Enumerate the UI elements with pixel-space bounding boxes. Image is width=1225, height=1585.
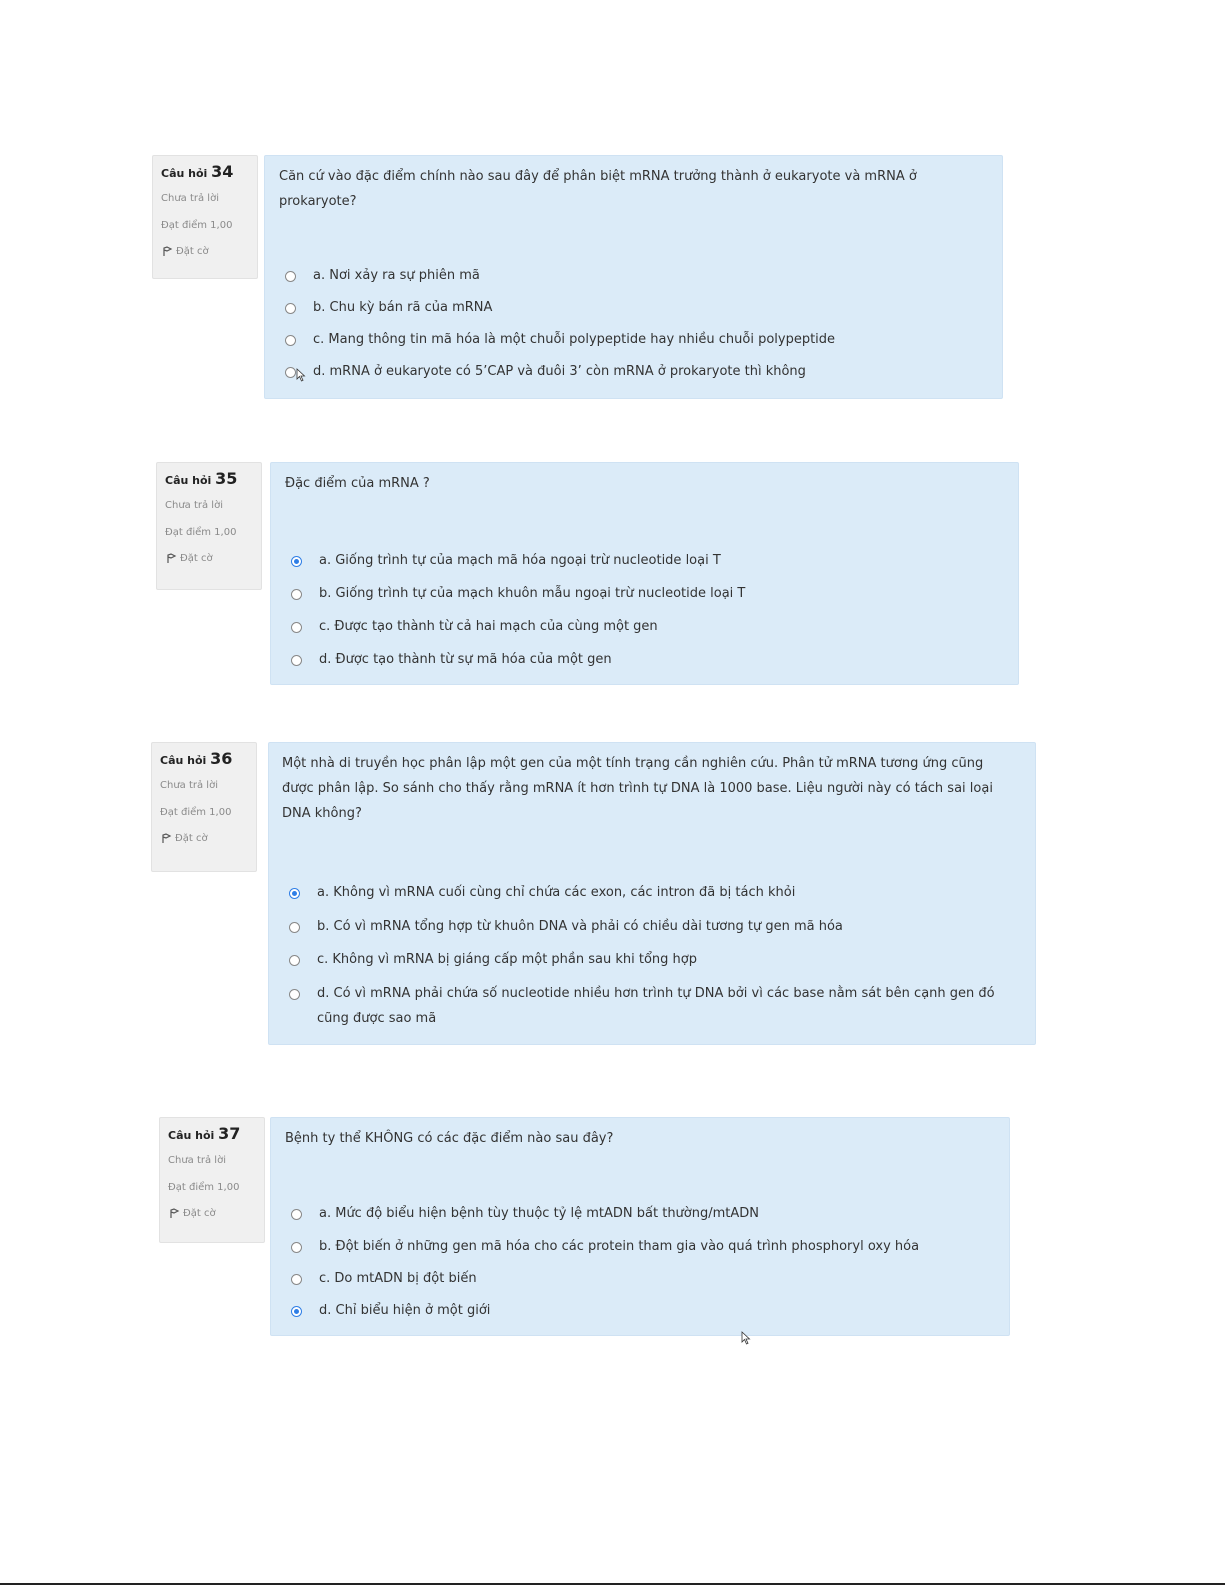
question-text: Một nhà di truyền học phân lập một gen của một tính trạng cần nghiên cứu. Phân tử mRNA tương ứng cũng được phân lập. So sánh cho thấy rằng mRNA ít hơn trình tự DNA là 1000 base. Liệu người này có tách sai loại DNA không? bbox=[282, 756, 993, 821]
answer-option-d[interactable]: d. Được tạo thành từ sự mã hóa của một gen bbox=[291, 652, 612, 672]
answer-option-d[interactable]: d. Có vì mRNA phải chứa số nucleotide nhiều hơn trình tự DNA bởi vì các base nằm sát bên cạnh gen đó cũng được sao mã bbox=[289, 986, 1009, 1031]
radio-a[interactable] bbox=[291, 1209, 302, 1220]
question-number-label: Câu hỏi 34 bbox=[161, 162, 234, 181]
flag-question-button[interactable]: Đặt cờ bbox=[161, 245, 249, 257]
radio-b[interactable] bbox=[291, 589, 302, 600]
question-info bbox=[152, 155, 258, 279]
answer-option-b[interactable]: b. Chu kỳ bán rã của mRNA bbox=[285, 300, 492, 320]
question-state: Chưa trả lời bbox=[161, 193, 219, 204]
flag-question-button[interactable]: Đặt cờ bbox=[160, 832, 248, 844]
answer-option-a[interactable]: a. Không vì mRNA cuối cùng chỉ chứa các exon, các intron đã bị tách khỏi bbox=[289, 885, 795, 905]
answer-option-c[interactable]: c. Do mtADN bị đột biến bbox=[291, 1271, 477, 1291]
question-number-label: Câu hỏi 35 bbox=[165, 469, 238, 488]
mouse-pointer-icon bbox=[741, 1331, 751, 1345]
question-grade: Đạt điểm 1,00 bbox=[165, 527, 237, 538]
answer-option-a[interactable]: a. Mức độ biểu hiện bệnh tùy thuộc tỷ lệ mtADN bất thường/mtADN bbox=[291, 1206, 759, 1226]
question-grade: Đạt điểm 1,00 bbox=[160, 807, 232, 818]
answer-option-b[interactable]: b. Giống trình tự của mạch khuôn mẫu ngoại trừ nucleotide loại T bbox=[291, 586, 745, 606]
question-content bbox=[270, 1117, 1010, 1336]
question-content bbox=[268, 742, 1036, 1045]
flag-icon bbox=[161, 245, 173, 257]
flag-icon bbox=[165, 552, 177, 564]
radio-b[interactable] bbox=[289, 922, 300, 933]
question-number-label: Câu hỏi 37 bbox=[168, 1124, 241, 1143]
question-grade: Đạt điểm 1,00 bbox=[161, 220, 233, 231]
question-content bbox=[264, 155, 1003, 399]
answer-option-c[interactable]: c. Không vì mRNA bị giáng cấp một phần sau khi tổng hợp bbox=[289, 952, 697, 972]
question-info bbox=[156, 462, 262, 590]
answer-option-c[interactable]: c. Được tạo thành từ cả hai mạch của cùng một gen bbox=[291, 619, 658, 639]
radio-b[interactable] bbox=[285, 303, 296, 314]
answer-option-a[interactable]: a. Nơi xảy ra sự phiên mã bbox=[285, 268, 480, 288]
radio-c[interactable] bbox=[291, 1274, 302, 1285]
flag-question-button[interactable]: Đặt cờ bbox=[168, 1207, 256, 1219]
question-text: Đặc điểm của mRNA ? bbox=[285, 476, 430, 491]
radio-d[interactable] bbox=[291, 1306, 302, 1317]
radio-b[interactable] bbox=[291, 1242, 302, 1253]
radio-a[interactable] bbox=[285, 271, 296, 282]
radio-d[interactable] bbox=[291, 655, 302, 666]
question-state: Chưa trả lời bbox=[160, 780, 218, 791]
mouse-pointer-icon bbox=[296, 368, 306, 382]
radio-d[interactable] bbox=[289, 989, 300, 1000]
flag-icon bbox=[160, 832, 172, 844]
answer-option-b[interactable]: b. Có vì mRNA tổng hợp từ khuôn DNA và phải có chiều dài tương tự gen mã hóa bbox=[289, 919, 843, 939]
radio-c[interactable] bbox=[285, 335, 296, 346]
answer-option-a[interactable]: a. Giống trình tự của mạch mã hóa ngoại trừ nucleotide loại T bbox=[291, 553, 721, 573]
flag-icon bbox=[168, 1207, 180, 1219]
answer-option-c[interactable]: c. Mang thông tin mã hóa là một chuỗi polypeptide hay nhiều chuỗi polypeptide bbox=[285, 332, 835, 352]
radio-a[interactable] bbox=[291, 556, 302, 567]
question-number-label: Câu hỏi 36 bbox=[160, 749, 233, 768]
answer-option-d[interactable]: d. Chỉ biểu hiện ở một giới bbox=[291, 1303, 490, 1323]
question-state: Chưa trả lời bbox=[165, 500, 223, 511]
radio-c[interactable] bbox=[291, 622, 302, 633]
question-content bbox=[270, 462, 1019, 685]
answer-option-d[interactable]: d. mRNA ở eukaryote có 5’CAP và đuôi 3’ còn mRNA ở prokaryote thì không bbox=[285, 364, 806, 384]
radio-d[interactable] bbox=[285, 367, 296, 378]
question-state: Chưa trả lời bbox=[168, 1155, 226, 1166]
flag-question-button[interactable]: Đặt cờ bbox=[165, 552, 253, 564]
question-info bbox=[151, 742, 257, 872]
question-text: Căn cứ vào đặc điểm chính nào sau đây để phân biệt mRNA trưởng thành ở eukaryote và mRNA ở prokaryote? bbox=[279, 169, 917, 209]
question-info bbox=[159, 1117, 265, 1243]
question-grade: Đạt điểm 1,00 bbox=[168, 1182, 240, 1193]
answer-option-b[interactable]: b. Đột biến ở những gen mã hóa cho các protein tham gia vào quá trình phosphoryl oxy hóa bbox=[291, 1239, 919, 1259]
question-text: Bệnh ty thể KHÔNG có các đặc điểm nào sau đây? bbox=[285, 1131, 614, 1146]
radio-c[interactable] bbox=[289, 955, 300, 966]
radio-a[interactable] bbox=[289, 888, 300, 899]
